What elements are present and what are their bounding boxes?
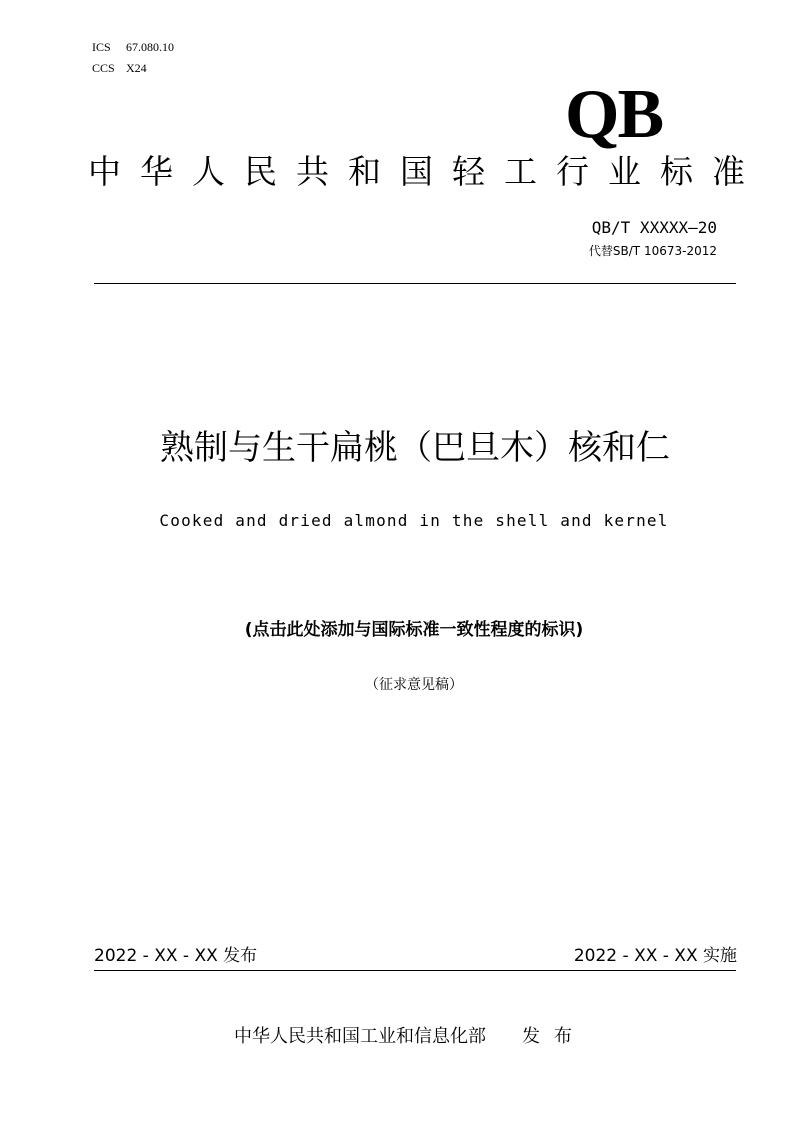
ccs-label: CCS — [92, 61, 115, 75]
ccs-classification — [92, 61, 147, 75]
standard-number: QB/T XXXXX—20 — [591, 218, 717, 237]
issuer-name: 中华人民共和国工业和信息化部 — [234, 1026, 486, 1047]
document-title-chinese: 熟制与生干扁桃（巴旦木）核和仁 — [160, 428, 670, 468]
ics-code: 67.080.10 — [126, 40, 174, 54]
document-title-english: Cooked and dried almond in the shell and kernel — [159, 511, 669, 530]
ccs-code: X24 — [126, 61, 147, 75]
implementation-date: 2022 - XX - XX 实施 — [573, 946, 737, 966]
ics-classification — [92, 40, 174, 54]
industry-standard-title: 中华人民共和国轻工行业标准 — [88, 152, 764, 191]
issuing-authority — [234, 1024, 586, 1050]
issuer-action: 发布 — [522, 1026, 586, 1047]
ics-label: ICS — [92, 40, 111, 54]
replaces-standard: 代替SB/T 10673-2012 — [588, 244, 717, 258]
draft-status: （征求意见稿） — [365, 677, 463, 693]
footer-divider — [94, 970, 736, 971]
issue-date: 2022 - XX - XX 发布 — [94, 946, 258, 966]
header-divider — [94, 283, 736, 284]
consistency-placeholder[interactable]: (点击此处添加与国际标准一致性程度的标识) — [244, 620, 584, 640]
qb-logo: QB — [565, 76, 663, 153]
